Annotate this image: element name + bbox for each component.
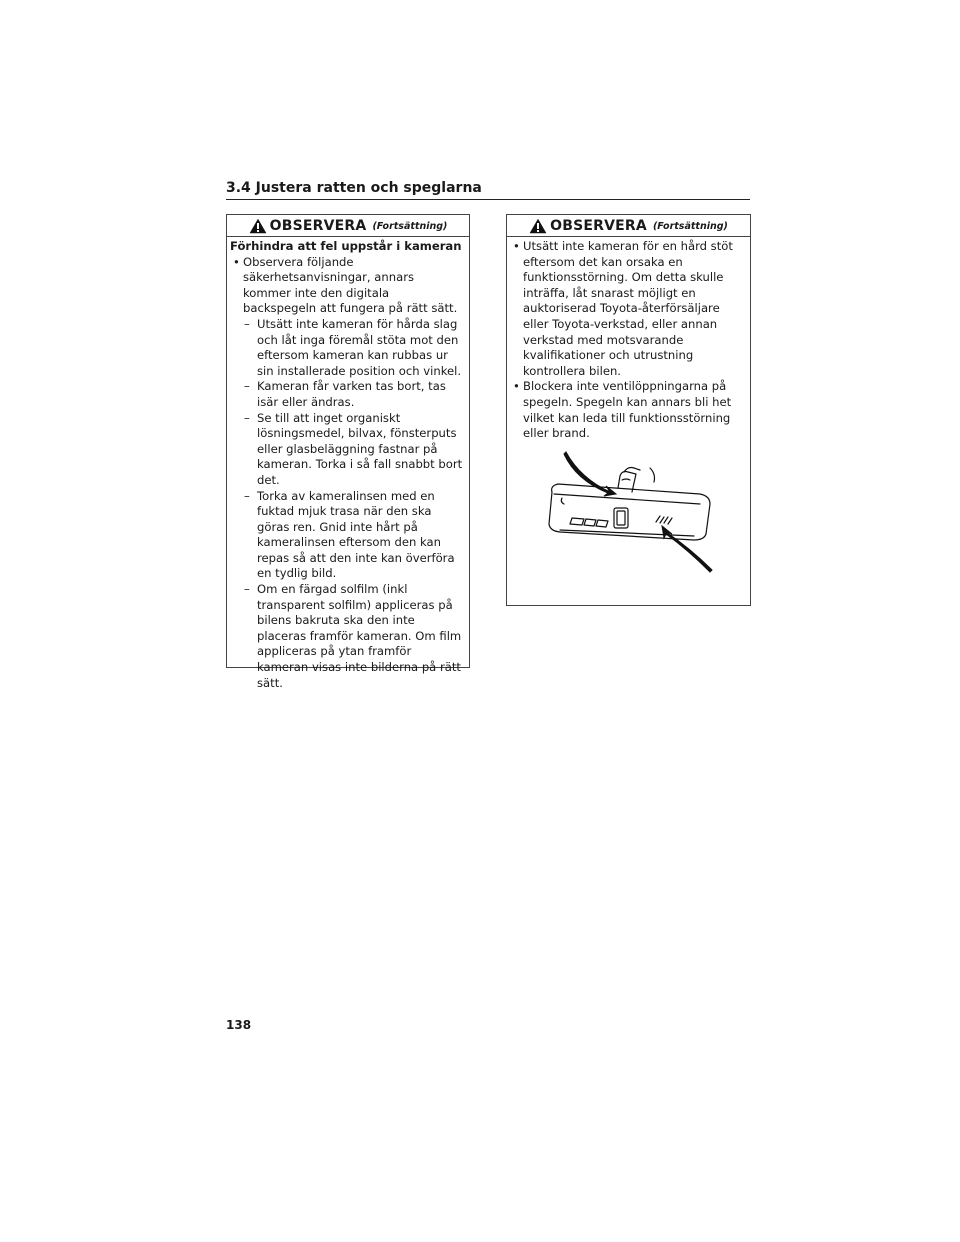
warning-triangle-icon [249, 218, 267, 234]
dash-item [230, 582, 463, 691]
bullet-mark: • [513, 379, 520, 394]
dash-text: Kameran får varken tas bort, tas isär eller ändras. [257, 379, 446, 409]
dash-text: Utsätt inte kameran för hårda slag och låt inga föremål stöta mot den eftersom kameran kan rubbas ur sin installerade position och vinkel. [257, 316, 462, 378]
caution-body [227, 237, 469, 691]
dash-mark: – [244, 582, 250, 597]
bullet-mark: • [513, 239, 520, 253]
caution-subheading: Förhindra att fel uppstår i kameran [230, 239, 462, 253]
dash-mark: – [244, 488, 250, 503]
dash-mark: – [244, 410, 250, 425]
dash-item [230, 411, 463, 489]
continuation-label: (Fortsättning) [372, 221, 448, 232]
continuation-label: (Fortsättning) [652, 221, 728, 232]
bullet-text: Utsätt inte kameran för en hård stöt eftersom det kan orsaka en funktionsstörning. Om detta skulle inträffa, låt snarast möjligt en auktoriserad Toyota-återförsäljare eller Toyota-verkstad, eller annan verkstad med motsvarande kvalifikationer och utrustning kontrollera bilen. [523, 239, 733, 378]
bullet-text: Blockera inte ventilöppningarna på spegeln. Spegeln kan annars bli het vilket kan leda till funktionsstörning eller brand. [523, 379, 732, 441]
dash-item [230, 317, 463, 379]
caution-header [507, 215, 750, 237]
page-number: 138 [226, 1018, 252, 1032]
bullet-item [510, 239, 744, 379]
dash-text: Se till att inget organiskt lösningsmedel, bilvax, fönsterputs eller glasbeläggning fastnar på kameran. Torka i så fall snabbt bort det. [257, 410, 463, 487]
dash-mark: – [244, 316, 250, 331]
dash-mark: – [244, 379, 250, 394]
bullet-item [230, 255, 463, 317]
caution-body [507, 237, 750, 442]
section-title: 3.4 Justera ratten och speglarna [226, 179, 750, 200]
caution-box-left [226, 214, 470, 690]
bullet-mark: • [233, 254, 240, 269]
dash-text: Om en färgad solfilm (inkl transparent solfilm) appliceras på bilens bakruta ska den inte placeras framför kameran. Om film appliceras på ytan framför kameran visas inte bilderna på rätt sätt. [257, 582, 462, 690]
caution-title: OBSERVERA [550, 218, 647, 234]
rearview-mirror-illustration [540, 448, 720, 578]
bullet-text: Observera följande säkerhetsanvisningar, annars kommer inte den digitala backspegeln att fungera på rätt sätt. [243, 254, 458, 316]
dash-item [230, 489, 463, 583]
dash-item [230, 379, 463, 410]
dash-text: Torka av kameralinsen med en fuktad mjuk trasa när den ska göras ren. Gnid inte hårt på kameralinsen eftersom den kan repas så att den inte kan överföra en tydlig bild. [257, 488, 455, 581]
caution-header [227, 215, 469, 237]
caution-title: OBSERVERA [269, 218, 367, 234]
warning-triangle-icon [529, 218, 547, 234]
bullet-item [510, 379, 744, 441]
